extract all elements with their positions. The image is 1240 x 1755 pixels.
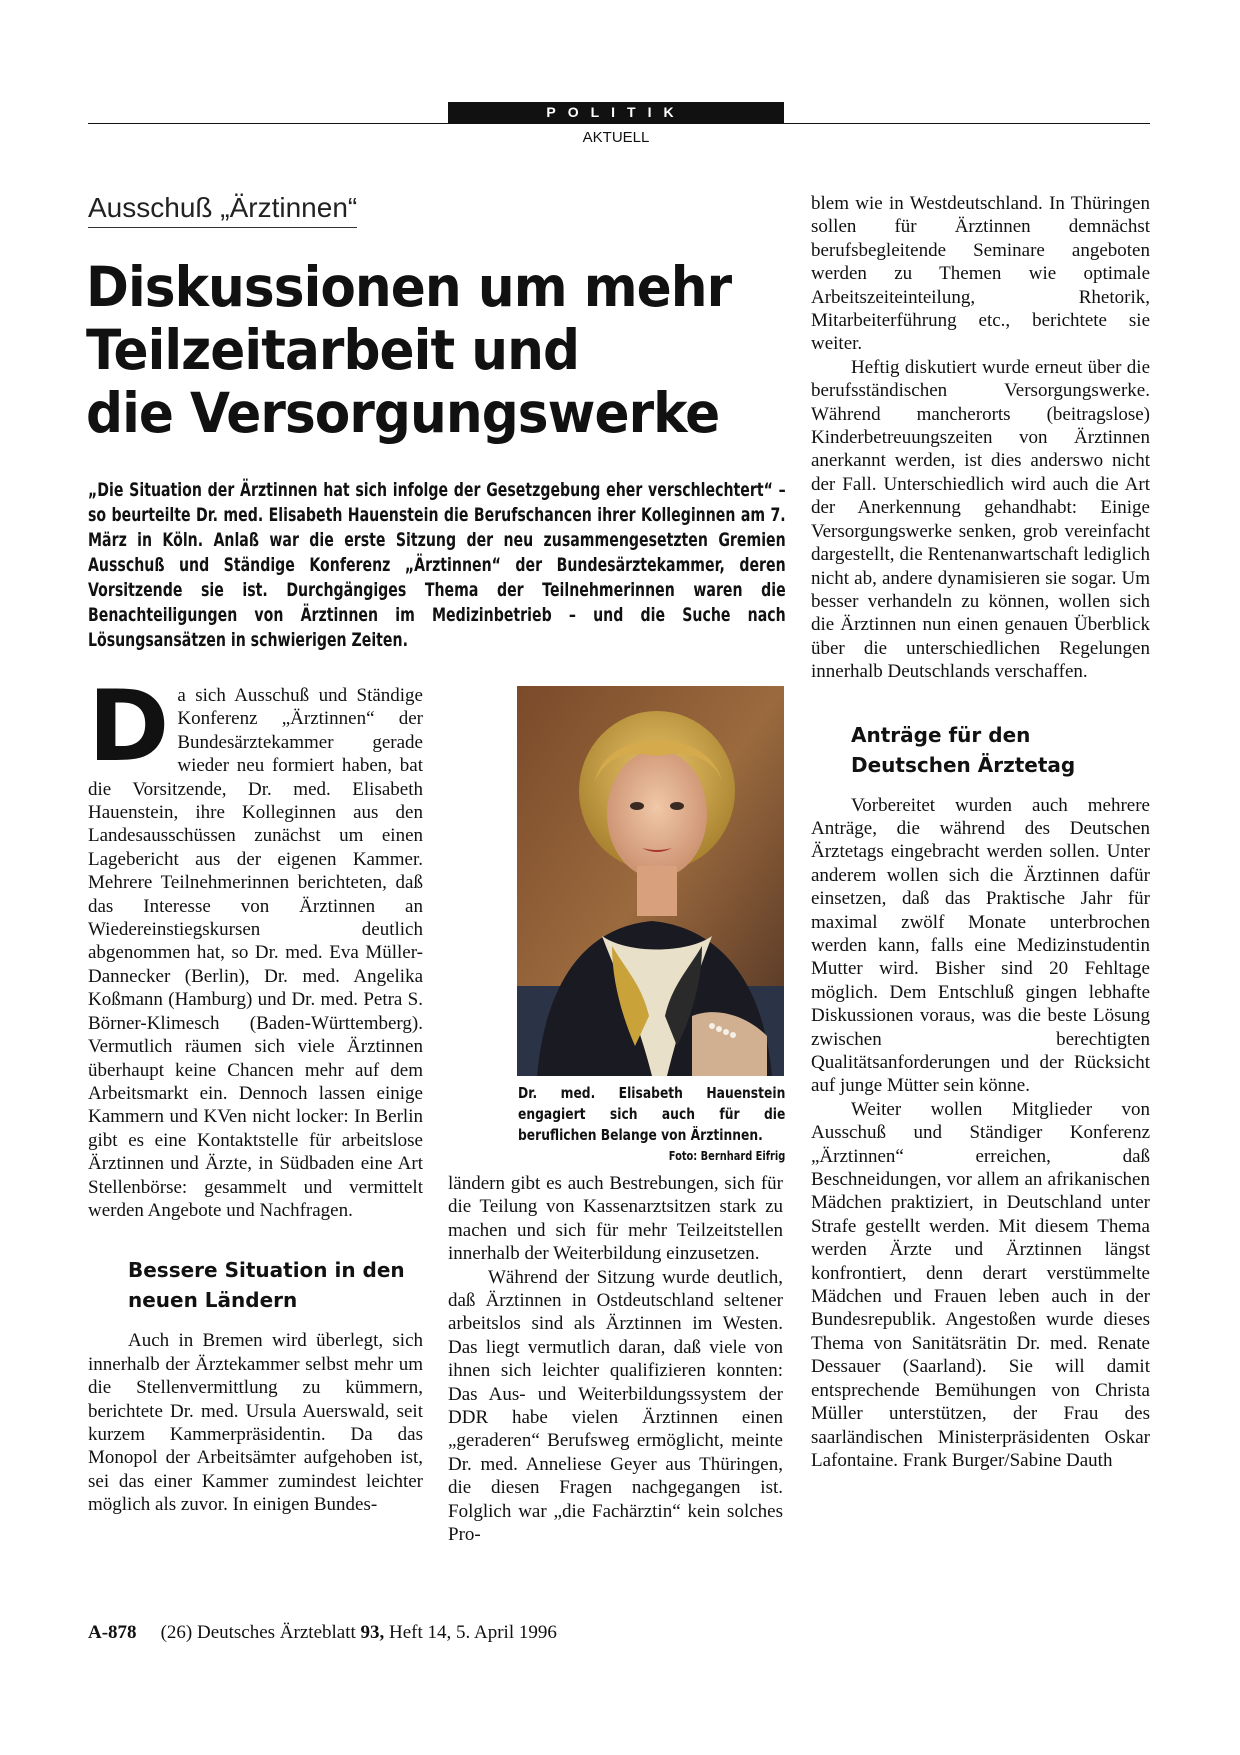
body-column-3	[811, 192, 1150, 1472]
body-paragraph-2-part-2: ländern gibt es auch Bestrebungen, sich für die Teilung von Kassenarztsitzen stark zu machen und sich für mehr Teilzeitstellen innerhalb der Weiterbildung einzusetzen.	[448, 1173, 783, 1265]
footer-source-post: Heft 14, 5. April 1996	[384, 1622, 557, 1643]
photo-caption	[518, 1083, 785, 1167]
body-column-2	[448, 1172, 783, 1547]
portrait-photo	[517, 686, 784, 1076]
body-column-1	[88, 670, 423, 1517]
page-footer	[88, 1622, 557, 1644]
body-paragraph-6	[811, 1098, 1150, 1473]
authors: Frank Burger/Sabine Dauth	[902, 1449, 1113, 1471]
subhead-1: Bessere Situation in den neuen Ländern	[128, 1258, 405, 1313]
body-paragraph-3-part-1: Während der Sitzung wurde deutlich, daß Ärztinnen in Ostdeutschland seltener arbeitslos sind als Ärztinnen im Westen. Das liegt vermutlich daran, daß viele von ihnen sich leichter qualifizieren konnten: Das Aus- und Weiterbildungssystem der DDR habe vielen Ärztinnen einen „geraderen“ Berufsweg ermöglicht, meinte Dr. med. Anneliese Geyer aus Thüringen, die diesen Fragen nachgegangen ist. Folglich war „die Fachärztin“ kein solches Pro-	[448, 1266, 783, 1546]
subhead-2: Anträge für den Deutschen Ärztetag	[851, 722, 1076, 777]
header-rule	[88, 123, 1150, 124]
body-paragraph-5: Vorbereitet wurden auch mehrere Anträge, die während des Deutschen Ärztetags eingebracht werden sollen. Unter anderem wollen sich die Ärztinnen dafür einsetzen, daß das Praktische Jahr für maximal zwölf Monate unterbrochen werden kann, falls eine Medizinstudentin Mutter wird. Bisher sind 20 Fehltage möglich. Dem Entschluß gingen lebhafte Diskussionen voraus, was die beste Lösung zwischen berechtigten Qualitätsanforderungen und der Rücksicht auf junge Mütter sein könne.	[811, 794, 1150, 1097]
body-paragraph-3-part-2: blem wie in Westdeutschland. In Thüringen sollen für Ärztinnen demnächst berufsbegleitende Seminare angeboten werden zu Themen wie optimale Arbeitszeiteinteilung, Rhetorik, Mitarbeiterführung etc., berichtete sie weiter.	[811, 193, 1150, 355]
body-paragraph-4: Heftig diskutiert wurde erneut über die berufsständischen Versorgungswerke. Während mancherorts (beitragslose) Kinderbetreuungszeiten von Ärztinnen anerkannt werden, ist dies anderswo nicht der Fall. Unterschiedlich wird auch die Art der Anerkennung gehandhabt: Einige Versorgungswerke senken, grob vereinfacht dargestellt, die Rentenanwartschaft lediglich nicht ab, andere dynamisieren sie sogar. Um besser verhandeln zu können, wollen sich die Ärztinnen nun einen genauen Überblick über die unterschiedlichen Regelungen innerhalb Deutschlands verschaffen.	[811, 356, 1150, 683]
headline-line-3: die Versorgungswerke	[86, 381, 720, 445]
rubric-label: POLITIK	[448, 102, 784, 123]
headline-line-1: Diskussionen um mehr	[86, 255, 732, 319]
dropcap: D	[88, 670, 170, 784]
page-number: A-878	[88, 1622, 137, 1643]
footer-source-pre: (26) Deutsches Ärzteblatt	[160, 1622, 361, 1643]
headline	[86, 256, 744, 445]
body-paragraph-1-text: a sich Ausschuß und Ständige Konferenz „Ärztinnen“ der Bundesärztekammer gerade wieder neu formiert haben, bat die Vorsitzende, Dr. med. Elisabeth Hauenstein, ihre Kolleginnen aus den Landesausschüssen zunächst um einen Lagebericht aus der eigenen Kammer. Mehrere Teilnehmerinnen berichteten, daß das Interesse von Ärztinnen an Wiedereinstiegskursen deutlich abgenommen hat, so Dr. med. Eva Müller-Dannecker (Berlin), Dr. med. Angelika Koßmann (Hamburg) und Dr. med. Petra S. Börner-Klimesch (Baden-Württemberg). Vermutlich räumen sich viele Ärztinnen überhaupt keine Chancen mehr auf dem Arbeitsmarkt ein. Dennoch lassen einige Kammern und KVen nicht locker: In Berlin gibt es eine Kontaktstelle für arbeitslose Ärztinnen und Ärzte, in Südbaden eine Art Stellenbörse: gesammelt und vermittelt werden Angebote und Nachfragen.	[88, 685, 423, 1221]
subrubric-label: AKTUELL	[582, 129, 650, 146]
headline-line-2: Teilzeitarbeit und	[86, 318, 580, 382]
footer-volume: 93,	[360, 1622, 385, 1643]
photo-credit: Foto: Bernhard Eifrig	[668, 1149, 786, 1163]
lead-paragraph: „Die Situation der Ärztinnen hat sich infolge der Gesetzgebung eher verschlechtert“ – so beurteilte Dr. med. Elisabeth Hauenstein die Berufschancen ihrer Kolleginnen am 7. März in Köln. Anlaß war die erste Sitzung der neu zusammengesetzten Gremien Ausschuß und Ständige Konferenz „Ärztinnen“ der Bundesärztekammer, deren Vorsitzende sie ist. Durchgängiges Thema der Teilnehmerinnen waren die Benachteiligungen von Ärztinnen im Medizinbetrieb – und die Suche nach Lösungsansätzen in schwierigen Zeiten.	[88, 480, 786, 651]
body-paragraph-2-part-1: Auch in Bremen wird überlegt, sich innerhalb der Ärztekammer selbst mehr um die Stellenvermittlung zu kümmern, berichtete Dr. med. Ursula Auerswald, seit kurzem Kammerpräsidentin. Da das Monopol der Arbeitsämter aufgehoben ist, sei das einer Kammer zumindest leichter möglich als zuvor. In einigen Bundes-	[88, 1330, 423, 1516]
body-paragraph-1	[88, 670, 423, 1222]
body-paragraph-6-text: Weiter wollen Mitglieder von Ausschuß und Ständiger Konferenz „Ärztinnen“ erreichen, daß Beschneidungen, vor allem an afrikanischen Mädchen praktiziert, in Deutschland unter Strafe gestellt werden. Mit diesem Thema werden Ärzte und Ärztinnen längst konfrontiert, denn derart verstümmelte Mädchen und Frauen leben auch in der Bundesrepublik. Angestoßen wurde dieses Thema von Sanitätsrätin Dr. med. Renate Dessauer (Saarland). Sie will damit entsprechende Bemühungen von Christa Müller unterstützen, der Frau des saarländischen Ministerpräsidenten Oskar Lafontaine.	[811, 1098, 1150, 1471]
kicker: Ausschuß „Ärztinnen“	[88, 192, 357, 228]
caption-text: Dr. med. Elisabeth Hauenstein engagiert sich auch für die beruflichen Belange von Ärztinnen.	[518, 1084, 786, 1144]
